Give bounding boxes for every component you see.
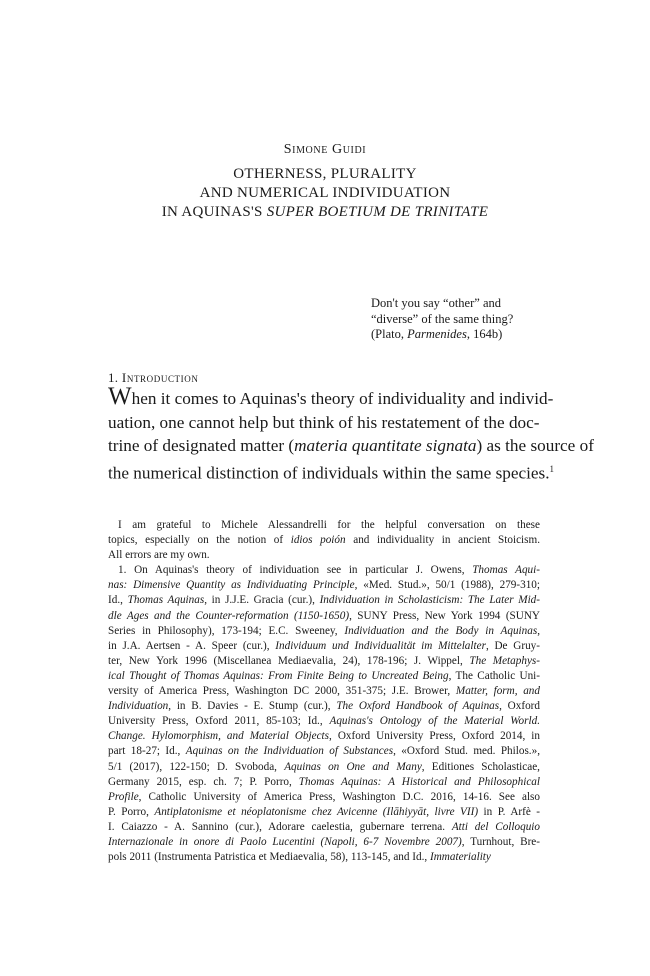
section-title: Introduction <box>121 370 199 385</box>
footnote-italic-text: nas: Dimensive Quantity as Individuating Principle <box>108 579 355 592</box>
footnote-text: in J.A. Aertsen - A. Speer (cur.), <box>108 639 276 652</box>
intro-line-2: uation, one cannot help but think of his restatement of the doc- <box>108 412 540 432</box>
footnote-text: P. Porro, <box>108 805 155 818</box>
footnote-text: , Oxford <box>499 700 540 713</box>
footnote-text: , <box>537 624 540 637</box>
footnote-text: I. Caiazzo - A. Sannino (cur.), Adorare caelestia, gubernare terrena. <box>108 820 452 833</box>
intro-line-1 <box>108 383 554 411</box>
footnote-text: , Oxford University Press, Oxford 2014, in <box>329 730 540 743</box>
footnote-text: , in B. Davies - E. Stump (cur.), <box>168 700 337 713</box>
drop-cap: W <box>108 383 132 410</box>
footnote-1-line <box>108 639 540 654</box>
footnote-1-line <box>108 684 540 699</box>
footnote-1-line <box>108 609 540 624</box>
footnote-1-line <box>108 775 540 790</box>
footnote-1-line <box>108 578 540 593</box>
footnote-italic-text: dle Ages and the Counter-reformation (1150-1650) <box>108 609 350 622</box>
ack-line-1: I am grateful to Michele Alessandrelli for the helpful conversation on these <box>118 519 540 531</box>
footnote-text: , Catholic University of America Press, Washington D.C. 2016, 14-16. See also <box>138 790 540 803</box>
footnote-text: , in J.J.E. Gracia (cur.), <box>204 594 320 607</box>
footnote-italic-text: Individuation in Scholasticism: The Later Mid- <box>319 594 541 607</box>
footnote-1-line <box>108 593 540 608</box>
epigraph-line-2: “diverse” of the same thing? <box>371 311 514 326</box>
footnote-text: pols 2011 (Instrumenta Patristica et Mediaevalia, 58), 113-145, and Id., <box>108 851 430 864</box>
ack-line-2-italic: idios poión <box>290 534 346 547</box>
paper-title <box>0 165 650 222</box>
footnote-1-line <box>108 790 540 805</box>
footnote-text: 5/1 (2017), 122-150; D. Svoboda, <box>108 760 285 773</box>
epigraph <box>371 296 531 343</box>
footnote-italic-text: The Metaphys- <box>469 654 540 667</box>
intro-line-3 <box>108 434 594 458</box>
footnote-1-line <box>108 729 540 744</box>
title-line-3 <box>0 203 650 222</box>
epigraph-citation-suffix: , 164b) <box>466 327 503 341</box>
footnote-text: , «Oxford Stud. med. Philos.», <box>393 745 540 758</box>
section-number: 1. <box>108 370 119 385</box>
footnote-italic-text: Matter, form, and <box>455 685 540 698</box>
footnote-1-line <box>108 760 540 775</box>
footnote-italic-text: Thomas Aquinas <box>127 594 205 607</box>
footnote-italic-text: Atti del Colloquio <box>451 820 540 833</box>
footnote-1-line <box>108 835 540 850</box>
footnote-1-line <box>108 820 540 835</box>
footnote-1-line <box>108 563 540 578</box>
footnote-text: versity of America Press, Washington DC 2000, 351-375; J.E. Brower, <box>108 685 456 698</box>
footnote-text: ter, New York 1996 (Miscellanea Mediaevalia, 24), 178-196; J. Wippel, <box>108 654 470 667</box>
footnote-text: Series in Philosophy), 173-194; E.C. Sweeney, <box>108 624 345 637</box>
footnote-1 <box>108 563 540 865</box>
footnote-italic-text: Change. Hylomorphism, and Material Objects <box>108 730 330 743</box>
footnote-marker: 1 <box>549 463 555 474</box>
footnote-text: Id., <box>108 594 128 607</box>
footnote-text: Germany 2015, esp. ch. 7; P. Porro, <box>108 775 299 788</box>
epigraph-citation-title: Parmenides <box>407 327 467 341</box>
ack-line-3: All errors are my own. <box>108 549 210 562</box>
footnotes <box>108 518 540 865</box>
footnote-text: , De Gruy- <box>485 639 540 652</box>
footnote-1-line <box>108 669 540 684</box>
footnote-italic-text: Individuation and the Body in Aquinas <box>344 624 538 637</box>
epigraph-citation-prefix: (Plato, <box>371 327 408 341</box>
title-line-1: OTHERNESS, PLURALITY <box>233 166 417 182</box>
acknowledgement-note <box>108 518 540 563</box>
footnote-italic-text: Antiplatonisme et néoplatonisme chez Avicenne (Ilāhiyyāt, livre VII) <box>154 805 479 818</box>
intro-paragraph <box>108 383 594 485</box>
footnote-italic-text: Profile <box>108 790 139 803</box>
footnote-1-line <box>108 850 540 865</box>
intro-line-4-text: the numerical distinction of individuals within the same species. <box>108 463 550 483</box>
footnote-1-line <box>108 714 540 729</box>
ack-line-2-a: topics, especially on the notion of <box>108 534 291 547</box>
footnote-1-line <box>108 624 540 639</box>
footnote-italic-text: Immateriality <box>429 851 491 864</box>
footnote-italic-text: Aquinas on the Individuation of Substances <box>185 745 394 758</box>
footnote-italic-text: Aquinas's Ontology of the Material World. <box>329 715 541 728</box>
footnote-text: , Editiones Scholasticae, <box>421 760 540 773</box>
footnote-italic-text: Individuum und Individualität im Mittelalter <box>275 639 486 652</box>
footnote-text: University Press, Oxford 2011, 85-103; Id., <box>108 715 330 728</box>
footnote-1-line <box>108 744 540 759</box>
ack-line-2 <box>108 533 540 548</box>
author-name: Simone Guidi <box>283 142 367 157</box>
footnote-1-line <box>108 699 540 714</box>
footnote-text: in P. Arfè - <box>478 805 540 818</box>
footnote-text: , SUNY Press, New York 1994 (SUNY <box>349 609 540 622</box>
intro-line-4 <box>108 458 555 485</box>
footnote-text: , The Catholic Uni- <box>448 669 541 682</box>
title-line-3-prefix: IN AQUINAS'S <box>161 204 267 220</box>
footnote-italic-text: Individuation <box>108 700 169 713</box>
epigraph-line-3 <box>371 327 531 343</box>
intro-line-3-end: ) as the source of <box>476 436 594 455</box>
footnote-italic-text: Thomas Aqui- <box>472 564 540 577</box>
footnote-text: , Turnhout, Bre- <box>461 835 540 848</box>
footnote-italic-text: Thomas Aquinas: A Historical and Philosophical <box>298 775 540 788</box>
footnote-italic-text: ical Thought of Thomas Aquinas: From Finite Being to Uncreated Being <box>108 669 449 682</box>
intro-line-3-text: trine of designated matter ( <box>108 436 295 455</box>
footnote-1-line <box>108 805 540 820</box>
footnote-text: 1. On Aquinas's theory of individuation see in particular J. Owens, <box>118 564 473 577</box>
footnote-italic-text: Internazionale in onore di Paolo Lucentini (Napoli, 6-7 Novembre 2007) <box>108 835 462 848</box>
footnote-text: , «Med. Stud.», 50/1 (1988), 279-310; <box>354 579 540 592</box>
footnote-text: part 18-27; Id., <box>108 745 186 758</box>
footnote-italic-text: Aquinas on One and Many <box>284 760 422 773</box>
epigraph-line-1: Don't you say “other” and <box>371 296 501 310</box>
title-line-3-italic: SUPER BOETIUM DE TRINITATE <box>266 204 489 220</box>
footnote-italic-text: The Oxford Handbook of Aquinas <box>336 700 500 713</box>
footnote-1-line <box>108 654 540 669</box>
ack-line-2-b: and individuality in ancient Stoicism. <box>345 534 541 547</box>
intro-line-1-text: hen it comes to Aquinas's theory of individuality and individ- <box>131 389 554 408</box>
intro-line-3-italic: materia quantitate signata <box>294 436 477 455</box>
title-line-2: AND NUMERICAL INDIVIDUATION <box>199 185 451 201</box>
